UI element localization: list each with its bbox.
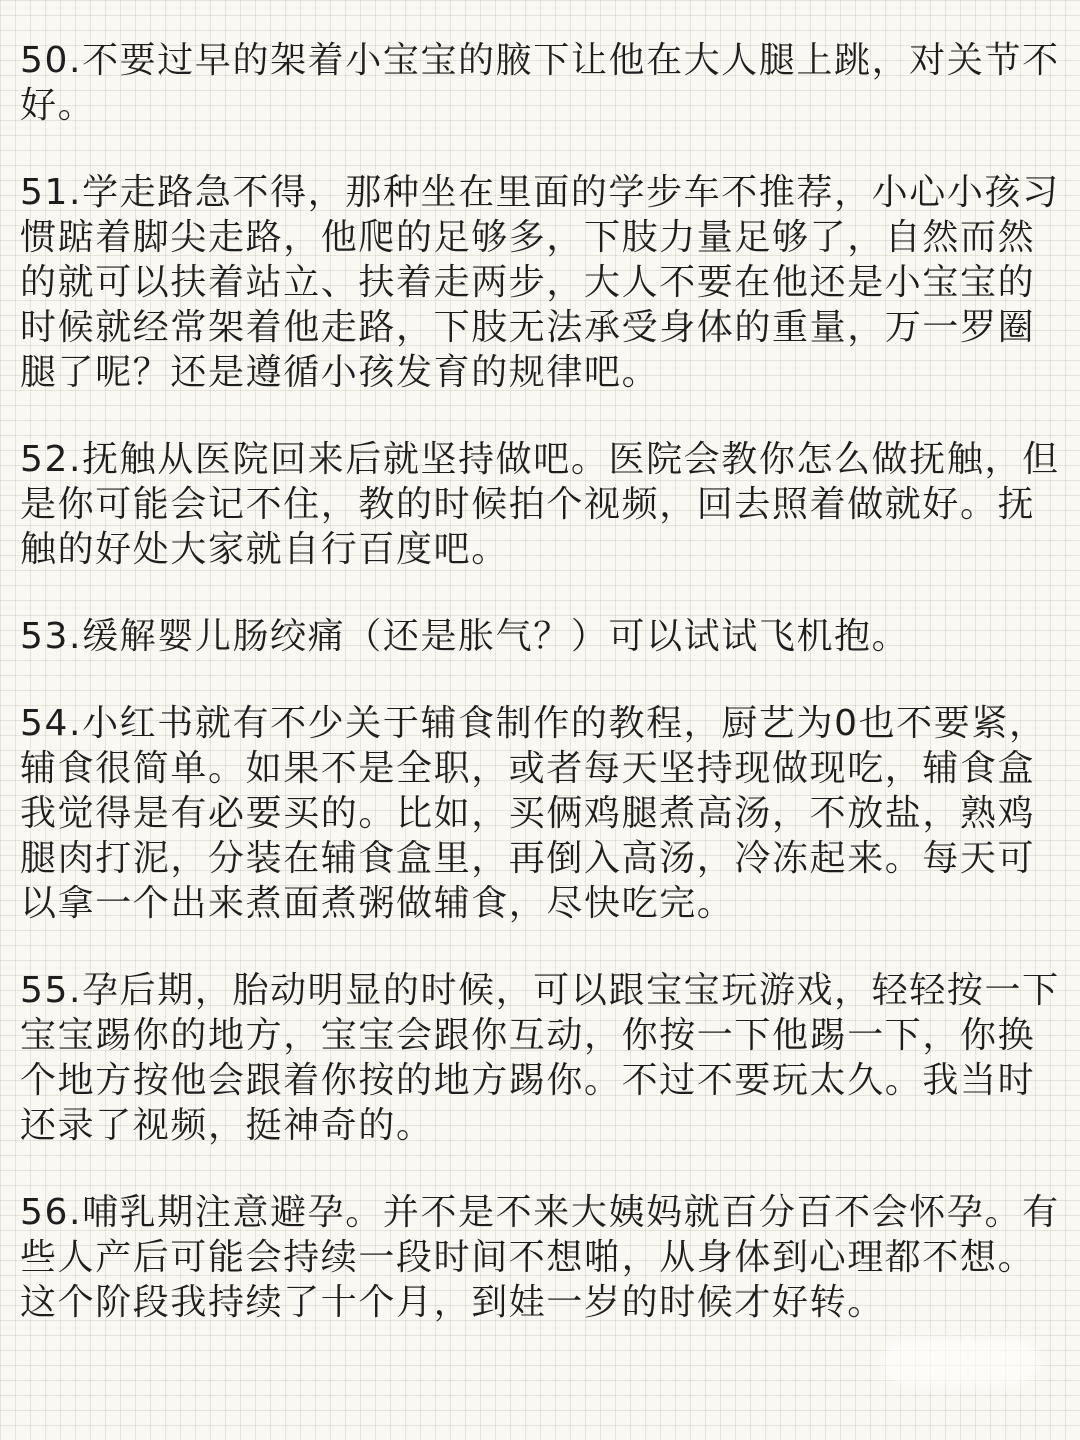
tip-text: 哺乳期注意避孕。并不是不来大姨妈就百分百不会怀孕。有些人产后可能会持续一段时间不想啪，从身体到心理都不想。这个阶段我持续了十个月，到娃一岁的时候才好转。 [20, 1192, 1060, 1323]
tip-50 [20, 38, 1060, 128]
tip-55 [20, 968, 1060, 1148]
tip-text: 抚触从医院回来后就坚持做吧。医院会教你怎么做抚触，但是你可能会记不住，教的时候拍个视频，回去照着做就好。抚触的好处大家就自行百度吧。 [20, 439, 1060, 570]
tip-number: 51. [20, 172, 83, 213]
tip-number: 56. [20, 1192, 83, 1233]
tip-number: 50. [20, 40, 83, 81]
tip-number: 54. [20, 703, 83, 744]
tip-53 [20, 614, 1060, 659]
tip-51 [20, 170, 1060, 395]
tip-number: 52. [20, 439, 83, 480]
tip-text: 孕后期，胎动明显的时候，可以跟宝宝玩游戏，轻轻按一下宝宝踢你的地方，宝宝会跟你互动，你按一下他踢一下，你换个地方按他会跟着你按的地方踢你。不过不要玩太久。我当时还录了视频，挺神奇的。 [20, 970, 1060, 1146]
tip-number: 55. [20, 970, 83, 1011]
tip-text: 学走路急不得，那种坐在里面的学步车不推荐，小心小孩习惯踮着脚尖走路，他爬的足够多，下肢力量足够了，自然而然的就可以扶着站立、扶着走两步，大人不要在他还是小宝宝的时候就经常架着他走路，下肢无法承受身体的重量，万一罗圈腿了呢？还是遵循小孩发育的规律吧。 [20, 172, 1060, 393]
tip-56 [20, 1190, 1060, 1325]
tip-54 [20, 701, 1060, 926]
tip-text: 不要过早的架着小宝宝的腋下让他在大人腿上跳，对关节不好。 [20, 40, 1060, 126]
tip-text: 小红书就有不少关于辅食制作的教程，厨艺为0也不要紧，辅食很简单。如果不是全职，或者每天坚持现做现吃，辅食盒我觉得是有必要买的。比如，买俩鸡腿煮高汤，不放盐，熟鸡腿肉打泥，分装在辅食盒里，再倒入高汤，冷冻起来。每天可以拿一个出来煮面煮粥做辅食，尽快吃完。 [20, 703, 1047, 924]
tip-52 [20, 437, 1060, 572]
tip-number: 53. [20, 616, 83, 657]
tip-text: 缓解婴儿肠绞痛（还是胀气？）可以试试飞机抱。 [82, 616, 910, 657]
watermark-blur [886, 1342, 1036, 1382]
note-page [20, 38, 1060, 1367]
